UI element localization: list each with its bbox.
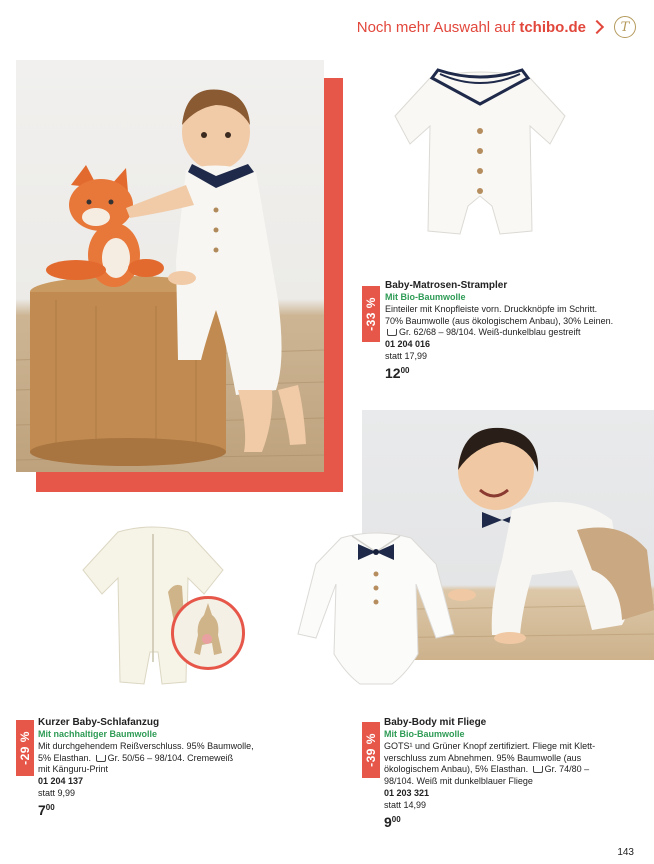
product-bodysuit-bowtie: Baby-Body mit Fliege Mit Bio-Baumwolle GOTS¹ und Grüner Knopf zertifiziert. Fliege mit Klett- verschluss zum Abnehmen. 95% Baumwolle (aus ökologischem Anbau), 5% Elasthan. Gr. 74/80 – 98/104. Weiß mit dunkelblauer Fliege 01 203 321 statt 14,99 $9^{00}$ bbox=[384, 716, 646, 828]
product-tag: Mit nachhaltiger Baumwolle bbox=[38, 729, 158, 739]
price: $9^{00}$ bbox=[384, 813, 401, 830]
wash-icon bbox=[387, 329, 397, 336]
discount-badge: -39 % bbox=[362, 722, 380, 778]
page-number: 143 bbox=[617, 847, 634, 858]
product-name: Kurzer Baby-Schlafanzug bbox=[38, 717, 160, 728]
discount-badge: -33 % bbox=[362, 286, 380, 342]
chevron-right-icon bbox=[590, 20, 604, 34]
photo-baby-sailor-fox bbox=[16, 60, 324, 472]
product-name: Baby-Matrosen-Strampler bbox=[385, 280, 508, 291]
product-name: Baby-Body mit Fliege bbox=[384, 717, 487, 728]
old-price: statt 14,99 bbox=[384, 799, 427, 810]
article-number: 01 204 016 bbox=[385, 339, 431, 350]
product-sailor-romper: Baby-Matrosen-Strampler Mit Bio-Baumwolle Einteiler mit Knopfleiste vorn. Druckknöpfe im Schritt. 70% Baumwolle (aus ökologischem Anbau), 30% Leinen. Gr. 62/68 – 98/104. Weiß-dunkelblau gestreift 01 204 016 statt 17,99 $12^{00}$ bbox=[385, 279, 645, 380]
article-number: 01 203 321 bbox=[384, 787, 430, 798]
price: $12^{00}$ bbox=[385, 364, 410, 381]
price: $7^{00}$ bbox=[38, 801, 55, 818]
tchibo-logo-icon: T bbox=[614, 16, 636, 38]
product-tag: Mit Bio-Baumwolle bbox=[385, 292, 466, 302]
photo-bodysuit-bowtie bbox=[296, 524, 456, 690]
wash-icon bbox=[533, 766, 543, 773]
photo-sailor-romper bbox=[380, 56, 580, 270]
product-kangaroo-sleepsuit: Kurzer Baby-Schlafanzug Mit nachhaltiger Baumwolle Mit durchgehendem Reißverschluss. 95% Baumwolle, 5% Elasthan. Gr. 50/56 – 98/104. Cremeweiß mit Känguru-Print 01 204 137 statt 9,99 $7^{00}$ bbox=[38, 716, 288, 817]
old-price: statt 9,99 bbox=[38, 787, 76, 798]
product-tag: Mit Bio-Baumwolle bbox=[384, 729, 465, 739]
detail-zoom-circle bbox=[171, 596, 245, 670]
wash-icon bbox=[96, 755, 106, 762]
article-number: 01 204 137 bbox=[38, 776, 84, 787]
old-price: statt 17,99 bbox=[385, 350, 428, 361]
discount-badge: -29 % bbox=[16, 720, 34, 776]
tchibo-link[interactable]: Noch mehr Auswahl auf tchibo.de T bbox=[357, 16, 636, 38]
